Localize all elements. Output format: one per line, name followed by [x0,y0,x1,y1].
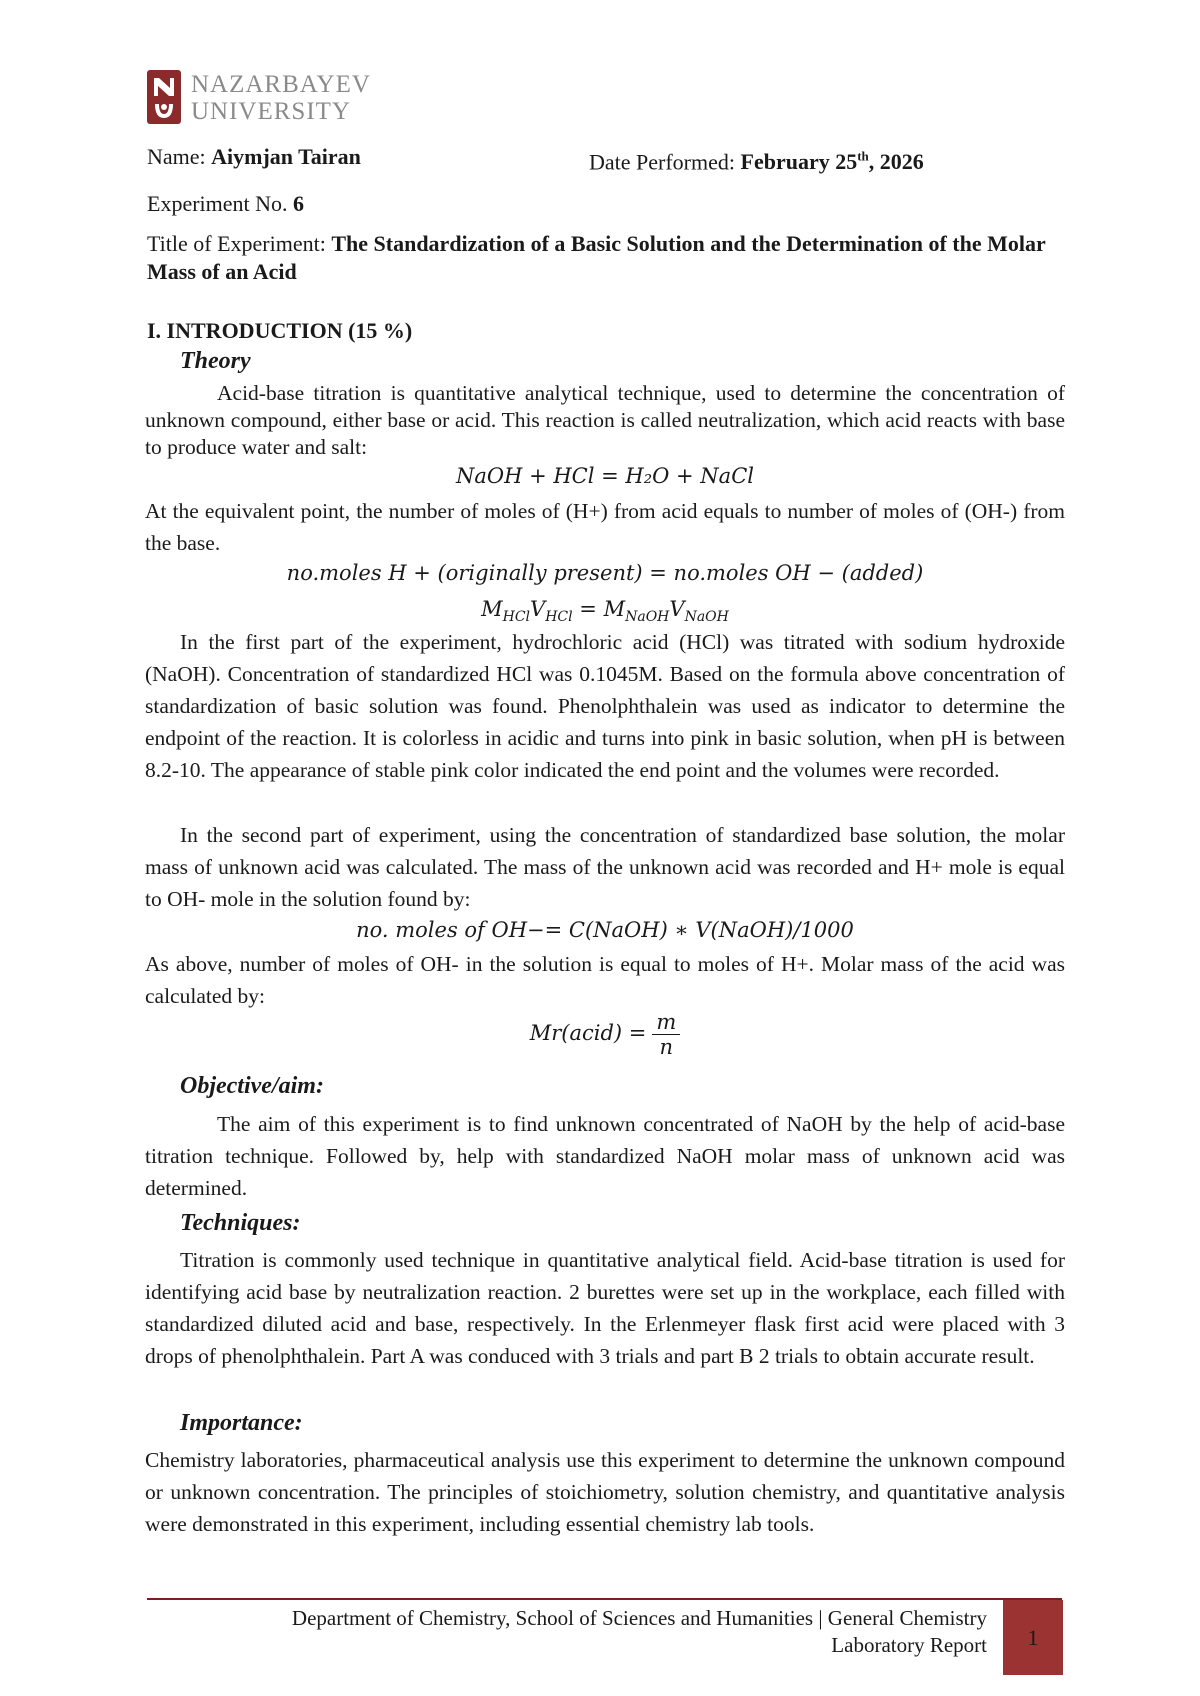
objective-paragraph: The aim of this experiment is to find unknown concentrated of NaOH by the help of acid-base titration technique. Followed by, help with standardized NaOH molar mass of unknown acid was determined. [145,1112,1065,1200]
logo-line-2: UNIVERSITY [191,98,351,125]
name-value: Aiymjan Tairan [211,144,361,169]
equation-mv: $M_{HCl}V_{HCl} = M_{NaOH}V_{NaOH}$ [481,597,729,626]
techniques-paragraph: Titration is commonly used technique in quantitative analytical field. Acid-base titration is used for identifying acid base by neutralization reaction. 2 burettes were set up in the workplace, each filled with standardized diluted acid and base, respectively. In the Erlenmeyer flask first acid were placed with 3 drops of phenolphthalein. Part A was conduced with 3 trials and part B 2 trials to obtain accurate result. [145,1248,1065,1368]
logo-line-1: NAZARBAYEV [191,71,371,98]
theory-paragraph-1: Acid-base titration is quantitative analytical technique, used to determine the concentration of unknown compound, either base or acid. This reaction is called neutralization, which acid reacts with base to produce water and salt: [145,381,1065,459]
university-logo [147,70,387,126]
footer-department [147,1605,987,1659]
student-name-field [147,143,361,171]
theory-paragraph-4: In the second part of experiment, using the concentration of standardized base solution, the molar mass of unknown acid was calculated. The mass of the unknown acid was recorded and H+ mole is equal to OH- mole in the solution found by: [145,823,1065,911]
section-heading: I. INTRODUCTION (15 %) [147,318,413,343]
theory-paragraph-5: As above, number of moles of OH- in the solution is equal to moles of H+. Molar mass of the acid was calculated by: [145,952,1065,1008]
footer-line-1: Department of Chemistry, School of Sciences and Humanities | General Chemistry [291,1606,987,1630]
theory-heading: Theory [180,348,251,374]
theory-paragraph-3: In the first part of the experiment, hydrochloric acid (HCl) was titrated with sodium hydroxide (NaOH). Concentration of standardized HCl was 0.1045M. Based on the formula above concentration of standardization of basic solution was found. Phenolphthalein was used as indicator to determine the endpoint of the reaction. It is colorless in acidic and turns into pink in basic solution, when pH is between 8.2-10. The appearance of stable pink color indicated the end point and the volumes were recorded. [145,630,1065,782]
university-emblem-icon [147,70,181,124]
page-number: 1 [1003,1600,1063,1675]
logo-wordmark [191,71,371,125]
experiment-value: 6 [293,191,305,216]
experiment-label: Experiment No. [147,191,294,216]
date-label: Date Performed: [589,149,741,175]
importance-paragraph: Chemistry laboratories, pharmaceutical analysis use this experiment to determine the unknown compound or unknown concentration. The principles of stoichiometry, solution chemistry, and quantitative analysis were demonstrated in this experiment, including essential chemistry lab tools. [145,1448,1065,1536]
equation-moles-oh: no. moles of OH−= C(NaOH) ∗ V(NaOH)/1000 [356,918,854,942]
footer-line-2: Laboratory Report [831,1633,987,1657]
experiment-title-field [147,230,1052,286]
equation-neutralization: NaOH + HCl = H₂O + NaCl [456,464,754,488]
equation-molar-mass: Mr(acid) = $\frac{m}{n}$ [145,1010,1065,1059]
theory-paragraph-2: At the equivalent point, the number of moles of (H+) from acid equals to number of moles of (OH-) from the base. [145,499,1065,555]
objective-heading: Objective/aim: [180,1073,324,1099]
importance-heading: Importance: [180,1410,303,1436]
footer-divider [147,1598,1062,1600]
date-suffix: th [857,149,869,164]
title-label: Title of Experiment: [147,231,332,256]
date-year: , 2026 [868,149,924,175]
equation-moles: no.moles H + (originally present) = no.moles OH − (added) [286,561,924,585]
title-value: The Standardization of a Basic Solution and the Determination of the Molar Mass of an Acid [147,231,1046,284]
date-performed-field [589,143,924,176]
experiment-number-field [147,190,304,218]
name-label: Name: [147,144,212,169]
date-value: February 25 [740,149,858,175]
techniques-heading: Techniques: [180,1210,301,1236]
